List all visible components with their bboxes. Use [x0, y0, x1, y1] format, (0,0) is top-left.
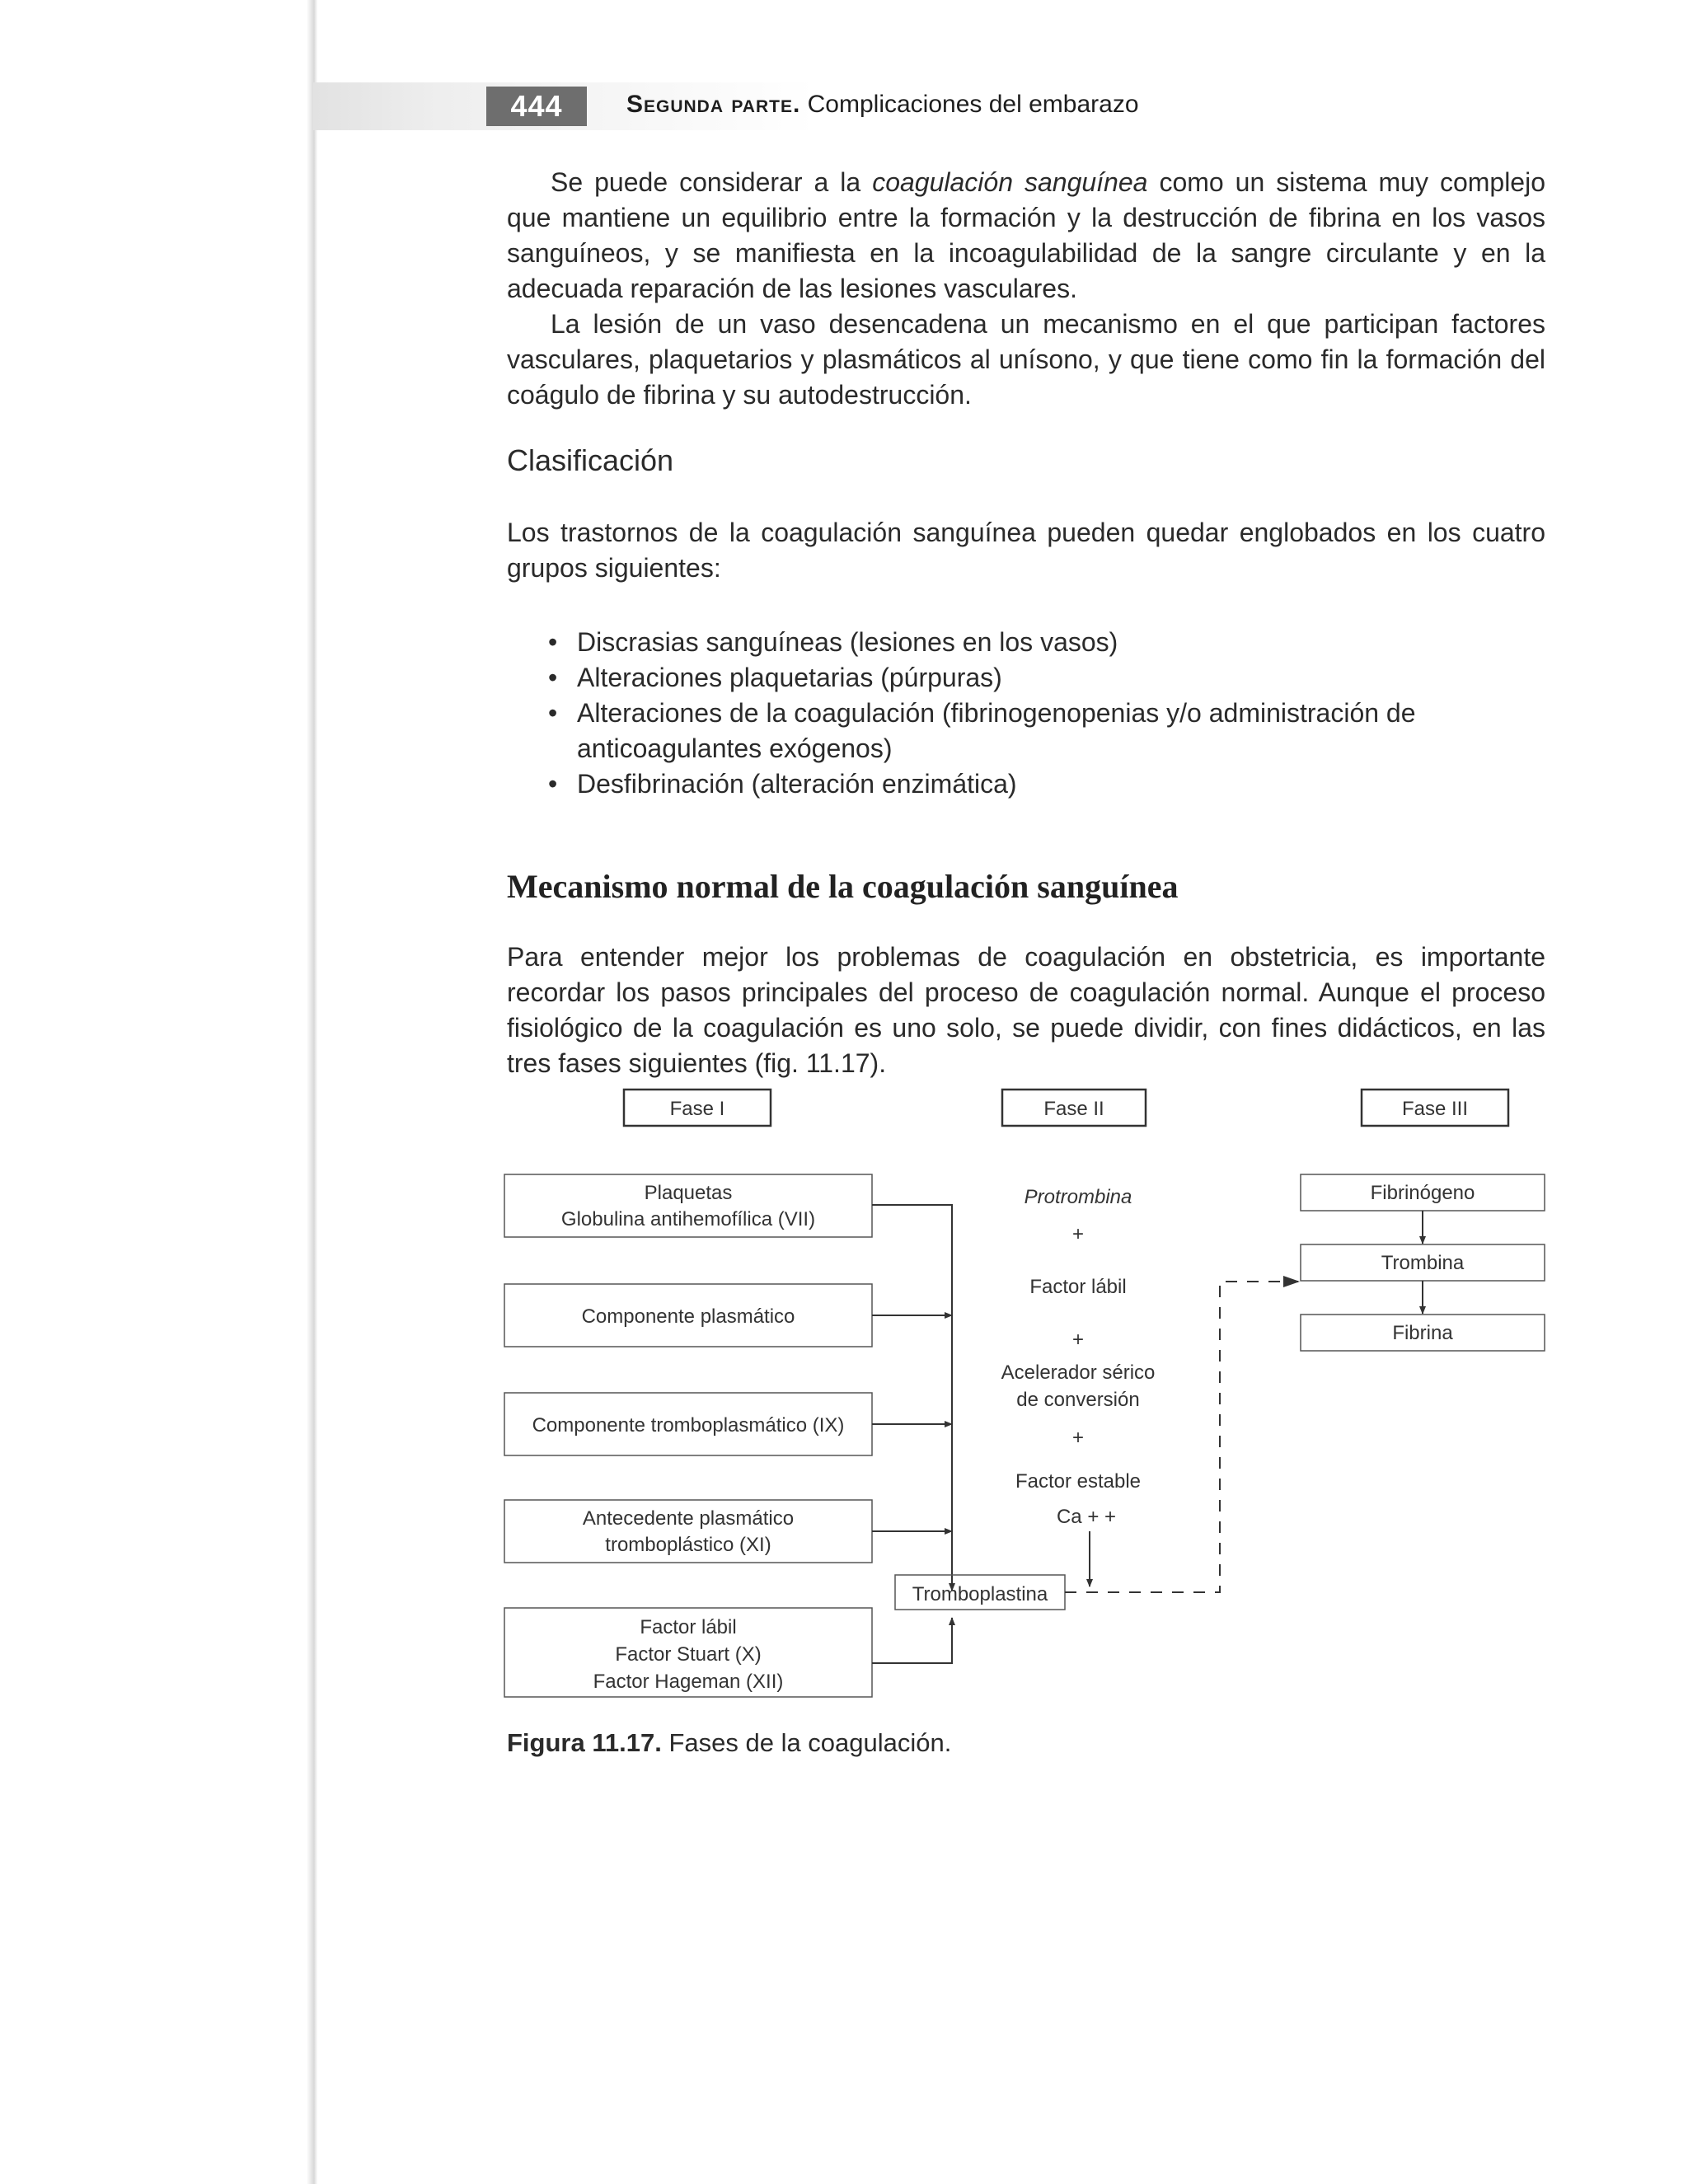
calcium-label: Ca + + — [1056, 1506, 1117, 1528]
list-item: • Desfibrinación (alteración enzimática) — [548, 769, 1017, 799]
platelet-label-2: Globulina antihemofílica (VII) — [560, 1208, 816, 1230]
factors-label-1: Factor lábil — [640, 1616, 737, 1638]
phase-1-label: Fase I — [669, 1098, 725, 1120]
page-number: 444 — [486, 87, 587, 126]
caption-text: Fases de la coagulación. — [661, 1728, 952, 1757]
accelerator-label-2: de conversión — [1016, 1389, 1140, 1411]
pta-label-1: Antecedente plasmático — [582, 1507, 795, 1530]
connector-line — [872, 1618, 952, 1663]
fibrinogen-label: Fibrinógeno — [1370, 1182, 1475, 1204]
fibrin-label: Fibrina — [1392, 1322, 1453, 1344]
dashed-feedback-line — [1065, 1282, 1298, 1592]
factors-label-2: Factor Stuart (X) — [615, 1643, 762, 1666]
list-item: • Discrasias sanguíneas (lesiones en los vasos) — [548, 627, 1118, 657]
plus-sign: + — [1071, 1427, 1085, 1449]
plasma-component-label: Componente plasmático — [581, 1305, 795, 1328]
thrombin-label: Trombina — [1381, 1252, 1465, 1274]
phase-2-label: Fase II — [1043, 1098, 1104, 1120]
list-item: • Alteraciones de la coagulación (fibrinogenopenias y/o administración de anticoagulantes exógenos) — [548, 698, 1416, 763]
emphasis-term: coagulación sanguínea — [872, 167, 1148, 197]
thromboplasmatic-label: Componente tromboplasmático (IX) — [532, 1414, 845, 1436]
mecanismo-paragraph: Para entender mejor los problemas de coagulación en obstetricia, es importante recordar los pasos principales del proceso de coagulación normal. Aunque el proceso fisiológico de la coagulación es uno solo, se puede dividir, con fines didácticos, en las tres fases siguientes (fig. 11.17). — [507, 942, 1545, 1078]
section-heading-clasificacion: Clasificación — [507, 443, 674, 477]
labile-factor-label: Factor lábil — [1029, 1276, 1127, 1298]
plus-sign: + — [1071, 1329, 1085, 1351]
platelet-label-1: Plaquetas — [644, 1182, 733, 1204]
prothrombin-label: Protrombina — [1024, 1186, 1132, 1208]
connector-line — [872, 1205, 952, 1591]
figure-caption — [507, 1728, 951, 1758]
pta-label-2: tromboplástico (XI) — [605, 1534, 771, 1556]
list-item: • Alteraciones plaquetarias (púrpuras) — [548, 663, 1002, 692]
part-label: Segunda parte. — [626, 91, 801, 118]
factors-label-3: Factor Hageman (XII) — [593, 1671, 784, 1693]
clasificacion-paragraph: Los trastornos de la coagulación sanguínea pueden quedar englobados en los cuatro grupos siguientes: — [507, 518, 1545, 583]
caption-label: Figura 11.17. — [507, 1728, 662, 1757]
accelerator-label-1: Acelerador sérico — [1001, 1361, 1156, 1384]
intro-paragraph-1: Se puede considerar a la coagulación sanguínea como un sistema muy complejo que mantiene un equilibrio entre la formación y la destrucción de fibrina en los vasos sanguíneos, y se manifiesta en la incoagulabilidad de la sangre circulante y en la adecuada reparación de las lesiones vasculares. — [507, 167, 1546, 303]
plus-sign: + — [1071, 1223, 1085, 1245]
section-heading-mecanismo: Mecanismo normal de la coagulación sanguínea — [507, 868, 1179, 905]
thromboplastin-label: Tromboplastina — [912, 1583, 1048, 1605]
chapter-title: Complicaciones del embarazo — [807, 91, 1139, 118]
intro-paragraph-2: La lesión de un vaso desencadena un mecanismo en el que participan factores vasculares, plaquetarios y plasmáticos al unísono, y que tiene como fin la formación del coágulo de fibrina y su autodestrucción. — [507, 309, 1545, 410]
phase-3-label: Fase III — [1401, 1098, 1469, 1120]
stable-factor-label: Factor estable — [1015, 1470, 1142, 1493]
